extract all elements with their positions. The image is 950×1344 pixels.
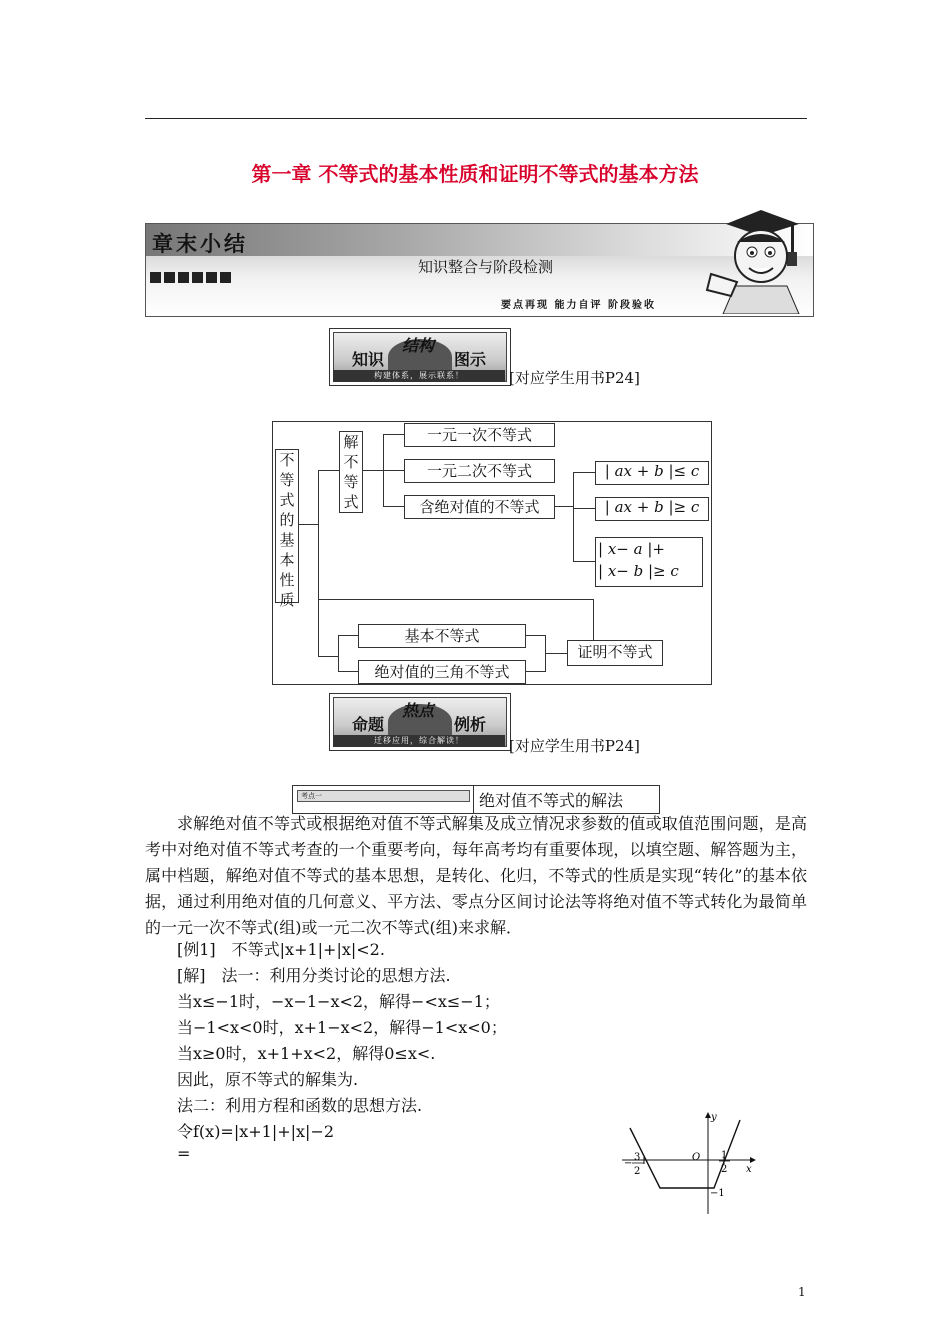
badge-top-text: 结构 — [402, 336, 435, 355]
badge-slogan: 构建体系，展示联系！ — [333, 370, 505, 382]
diagram-solve-box: 解 不 等 式 — [339, 431, 363, 513]
topic-tag: 考点一 — [297, 790, 470, 802]
abs-form-sum: | x− a |+ | x− b |≥ c — [595, 537, 703, 587]
knowledge-structure-badge — [329, 328, 511, 386]
function-equals: = — [177, 1144, 191, 1163]
chapter-title: 第一章 不等式的基本性质和证明不等式的基本方法 — [251, 162, 699, 186]
hot-topics-badge — [329, 693, 511, 751]
function-graph — [618, 1110, 758, 1218]
banner-slogan: 要点再现 能力自评 阶段验收 — [501, 300, 656, 311]
node-linear-inequality: 一元一次不等式 — [404, 423, 555, 447]
x-axis-label: x — [746, 1164, 752, 1175]
badge-slogan: 迁移应用，综合解读！ — [333, 735, 505, 747]
diagram-root-box: 不 等 式 的 基 本 性 质 — [275, 449, 299, 603]
svg-text:−: − — [624, 1158, 633, 1169]
solution-line: 当x≤−1时，−x−1−x<2，解得−<x≤−1； — [177, 992, 500, 1011]
pos-numerator: 1 — [721, 1150, 728, 1161]
solution-line: 当x≥0时，x+1+x<2，解得0≤x<. — [177, 1044, 436, 1063]
min-label: −1 — [710, 1188, 725, 1199]
top-rule — [145, 118, 807, 119]
badge-left-text: 知识 — [352, 350, 385, 369]
solution-line: 当−1<x<0时，x+1−x<2，解得−1<x<0； — [177, 1018, 507, 1037]
node-basic-inequality: 基本不等式 — [358, 624, 526, 648]
badge-right-text: 图示 — [454, 350, 487, 369]
badge-top-text: 热点 — [402, 701, 435, 720]
node-triangle-inequality: 绝对值的三角不等式 — [358, 660, 526, 684]
banner-title: 章末小结 — [152, 232, 248, 256]
knowledge-diagram — [272, 421, 712, 685]
node-quadratic-inequality: 一元二次不等式 — [404, 459, 555, 483]
node-absolute-inequality: 含绝对值的不等式 — [404, 495, 555, 519]
topic-title: 绝对值不等式的解法 — [479, 791, 624, 810]
origin-label: O — [692, 1152, 701, 1163]
solution-line: 法二：利用方程和函数的思想方法. — [177, 1096, 423, 1115]
topic-header — [292, 785, 660, 814]
badge-left-text: 命题 — [352, 715, 385, 734]
neg-denominator: 2 — [634, 1166, 641, 1177]
y-axis-label: y — [711, 1112, 717, 1123]
book-reference: [对应学生用书P24] — [509, 369, 640, 387]
page-number: 1 — [798, 1285, 806, 1299]
chapter-summary-banner — [145, 223, 814, 317]
intro-paragraph: 求解绝对值不等式或根据绝对值不等式解集及成立情况求参数的值或取值范围问题，是高考中对绝对值不等式考查的一个重要考向，每年高考均有重要体现，以填空题、解答题为主，属中档题，解绝对值不等式的基本思想，是转化、化归，不等式的性质是实现“转化”的基本依据，通过利用绝对值的几何意义、平方法、零点分区间讨论法等将绝对值不等式转化为最简单的一元一次不等式(组)或一元二次不等式(组)来求解． — [145, 814, 807, 937]
student-mascot-icon — [701, 196, 813, 314]
banner-squares — [150, 268, 234, 287]
pos-denominator: 2 — [721, 1164, 728, 1175]
node-proof: 证明不等式 — [567, 640, 663, 666]
abs-form-le: | ax + b |≤ c — [595, 461, 709, 485]
banner-subtitle: 知识整合与阶段检测 — [418, 258, 554, 276]
abs-form-ge: | ax + b |≥ c — [595, 497, 709, 521]
solution-line: [解] 法一：利用分类讨论的思想方法. — [177, 966, 451, 985]
neg-numerator: 3 — [634, 1152, 641, 1163]
function-definition: 令f(x)=|x+1|+|x|−2 — [177, 1122, 335, 1141]
badge-right-text: 例析 — [454, 715, 487, 734]
book-reference: [对应学生用书P24] — [509, 737, 640, 755]
solution-line: 因此，原不等式的解集为. — [177, 1070, 359, 1089]
example-line: [例1] 不等式|x+1|+|x|<2. — [177, 940, 385, 959]
